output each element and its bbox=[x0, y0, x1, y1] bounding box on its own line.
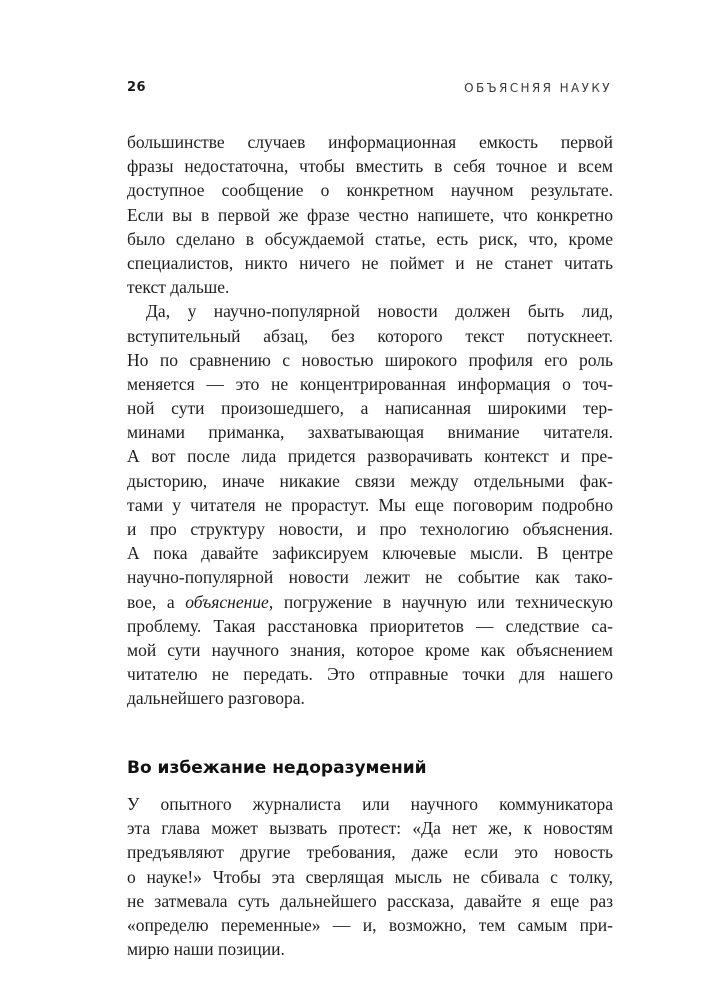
text-line: Если вы в первой же фразе честно напишете, что конкретно bbox=[127, 204, 613, 225]
text-line: было сделано в обсуждаемой статье, есть риск, что, кроме bbox=[127, 228, 613, 249]
text-line: У опытного журналиста или научного коммуникатора bbox=[127, 794, 613, 814]
emphasis-word: объяснение bbox=[185, 591, 269, 612]
body-text bbox=[127, 130, 613, 711]
text-line: не затмевала суть дальнейшего рассказа, давайте я еще раз bbox=[127, 890, 613, 911]
text-line: «определю переменные» — и, возможно, тем самым при- bbox=[127, 914, 613, 935]
text-line: и про структуру новости, и про технологию объяснения. bbox=[127, 519, 613, 539]
text-line: ной сути произошедшего, а написанная широкими тер- bbox=[127, 398, 613, 419]
text-line: мирю наши позиции. bbox=[127, 939, 285, 960]
text-line: доступное сообщение о конкретном научном результате. bbox=[127, 180, 613, 201]
running-head bbox=[127, 80, 612, 102]
text-line: предъявляют другие требования, даже если это новость bbox=[127, 842, 613, 863]
text-line: проблему. Такая расстановка приоритетов — следствие са- bbox=[127, 615, 613, 636]
text-line: вступительный абзац, без которого текст потускнеет. bbox=[127, 325, 613, 346]
text-line-with-emphasis bbox=[127, 590, 613, 614]
text-line: эта глава может вызвать протест: «Да нет же, к новостям bbox=[127, 818, 613, 839]
text-line: меняется — это не концентрированная информация о точ- bbox=[127, 373, 613, 394]
text-fragment: вое, а bbox=[127, 591, 186, 612]
text-line: дальнейшего разговора. bbox=[127, 688, 305, 709]
text-line: читателю не передать. Это отправные точки для нашего bbox=[127, 664, 613, 685]
text-line: тами у читателя не прорастут. Мы еще поговорим подробно bbox=[127, 494, 613, 515]
section-heading: Во избежание недоразумений bbox=[127, 758, 427, 778]
text-line: большинстве случаев информационная емкость первой bbox=[127, 132, 613, 152]
text-line: дысторию, иначе никакие связи между отдельными фак- bbox=[127, 470, 613, 491]
text-line: текст дальше. bbox=[127, 277, 230, 298]
text-line: фразы недостаточна, чтобы вместить в себя точное и всем bbox=[127, 156, 613, 177]
text-line: о науке!» Чтобы эта сверлящая мысль не сбивала с толку, bbox=[127, 866, 613, 887]
text-fragment: , погружение в научную или техническую bbox=[268, 591, 613, 612]
text-line: А вот после лида придется разворачивать контекст и пре- bbox=[127, 446, 613, 467]
section-body-text bbox=[127, 792, 613, 961]
running-title: ОБЪЯСНЯЯ НАУКУ bbox=[464, 81, 612, 95]
text-line: минами приманка, захватывающая внимание читателя. bbox=[127, 422, 613, 443]
text-line: специалистов, никто ничего не поймет и не станет читать bbox=[127, 252, 613, 273]
page-number: 26 bbox=[127, 80, 147, 95]
text-line: Но по сравнению с новостью широкого профиля его роль bbox=[127, 349, 613, 370]
text-line: мой сути научного знания, которое кроме как объяснением bbox=[127, 639, 613, 660]
text-line: научно-популярной новости лежит не событие как тако- bbox=[127, 567, 613, 588]
text-line: А пока давайте зафиксируем ключевые мысли. В центре bbox=[127, 543, 613, 564]
text-line: Да, у научно-популярной новости должен быть лид, bbox=[146, 301, 613, 322]
